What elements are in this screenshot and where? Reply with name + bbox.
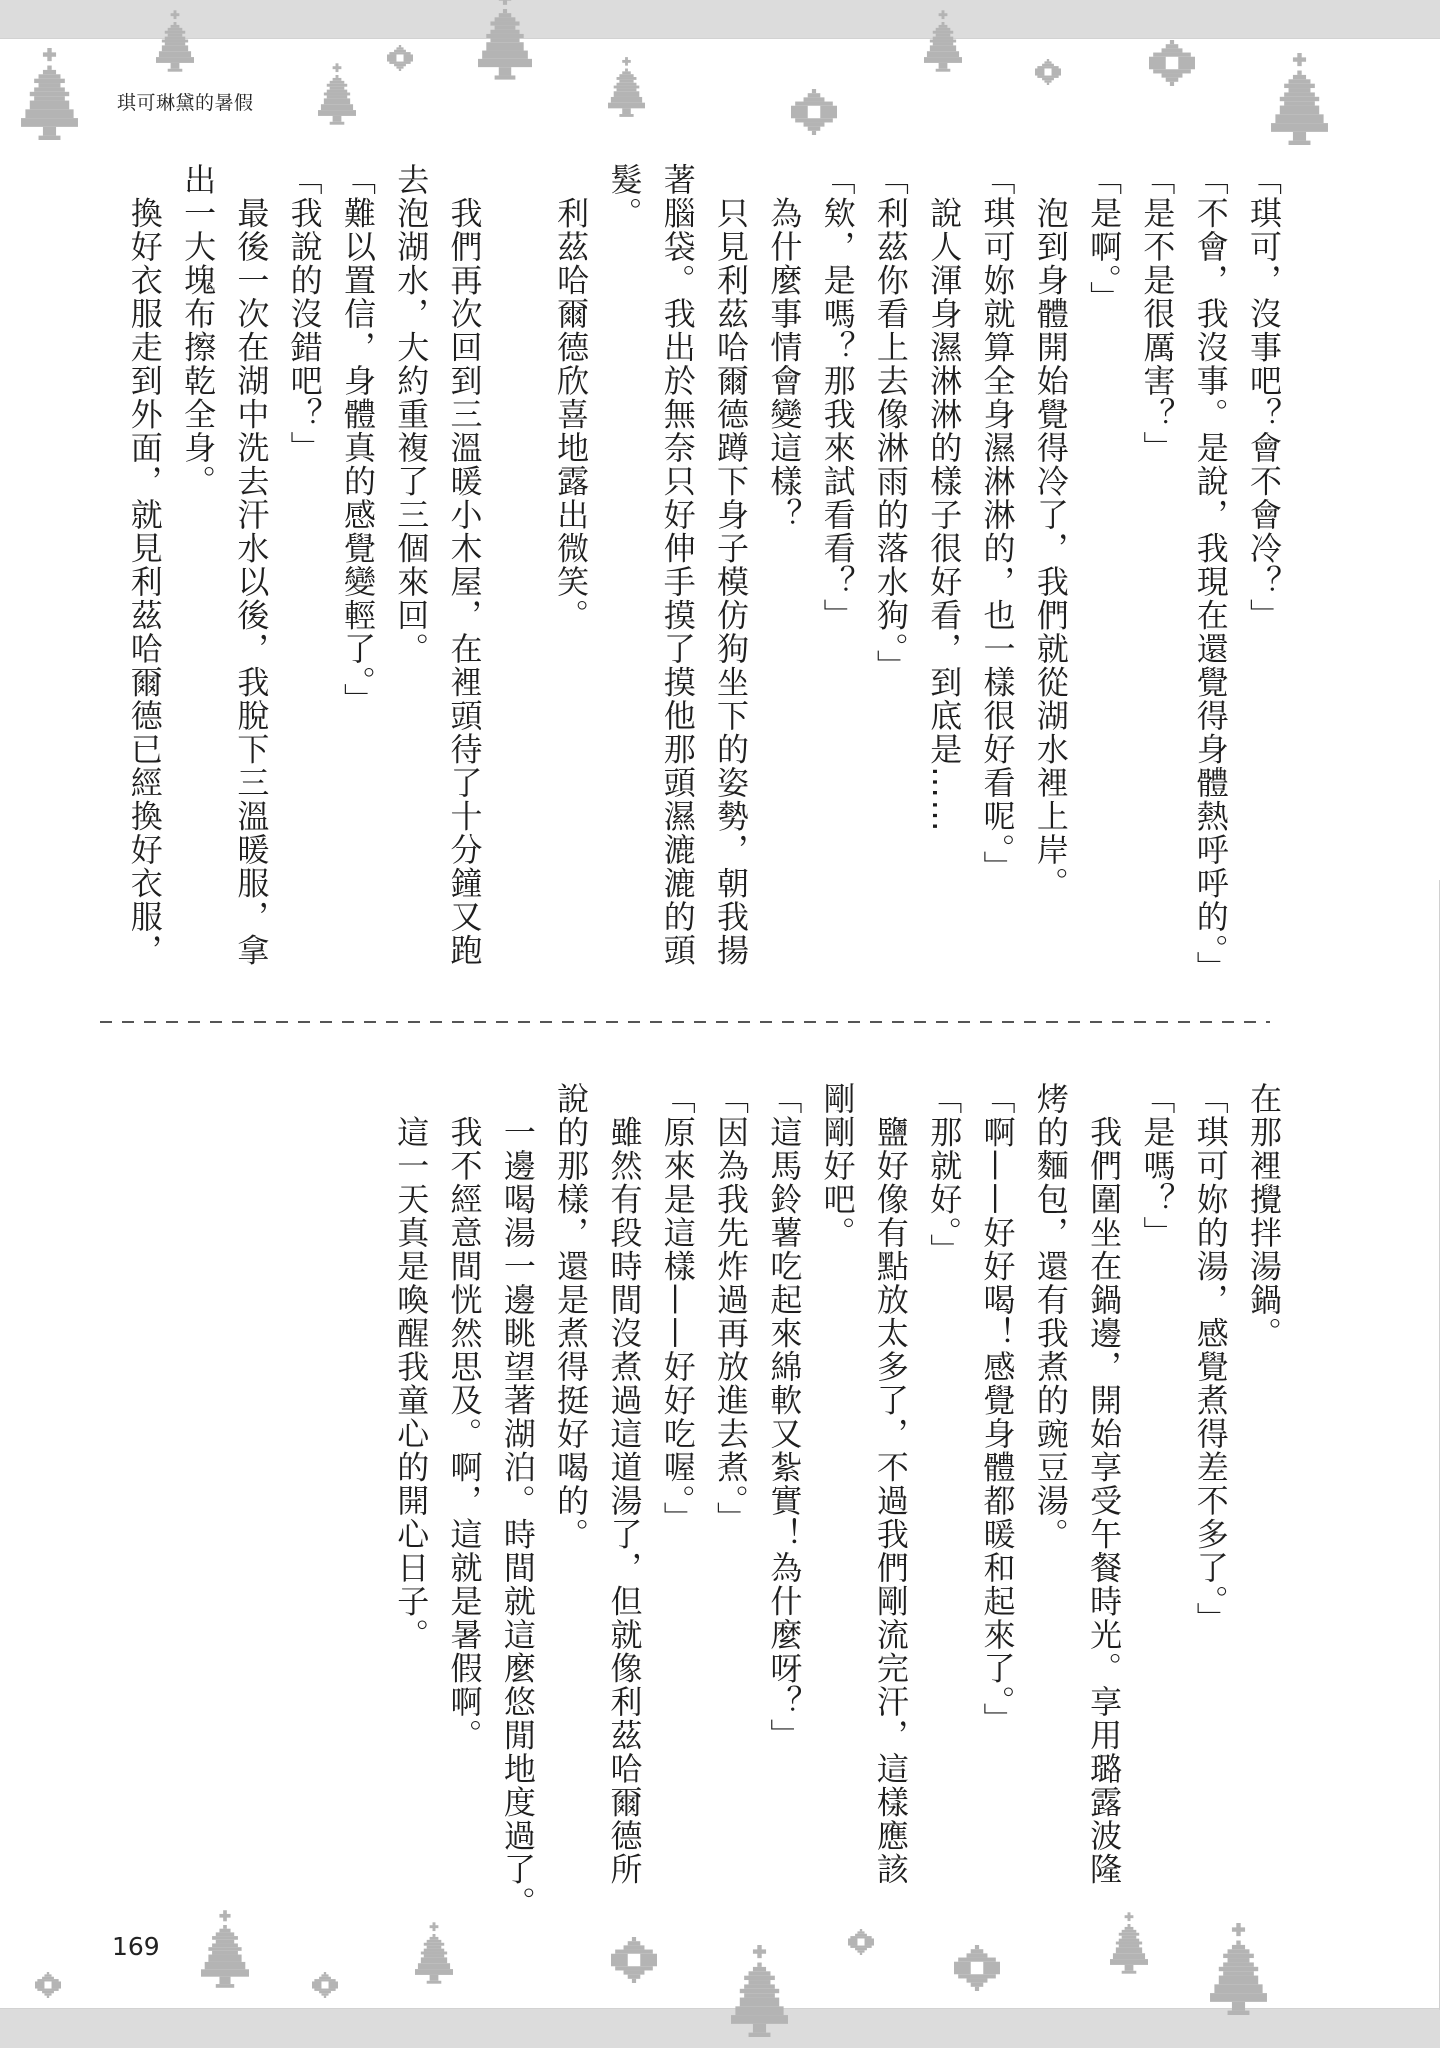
pine-tree-icon xyxy=(1110,1912,1148,1974)
text-line: 泡到身體開始覺得冷了，我們就從湖水裡上岸。 xyxy=(1031,163,1070,900)
diamond-ornament-icon xyxy=(1149,40,1195,86)
pine-tree-icon xyxy=(201,1910,249,1988)
diamond-ornament-icon xyxy=(791,89,837,135)
pine-tree-icon xyxy=(415,1922,453,1984)
text-line: 「是啊。」 xyxy=(1085,163,1124,315)
text-line: 一邊喝湯一邊眺望著湖泊。時間就這麼悠閒地度過了。 xyxy=(498,1082,537,1920)
text-line: 「我說的沒錯吧？」 xyxy=(285,163,324,465)
pine-tree-icon xyxy=(156,10,194,72)
diamond-ornament-icon xyxy=(1035,59,1061,85)
top-decorative-band xyxy=(0,0,1440,39)
pine-tree-icon xyxy=(318,63,356,125)
text-line: 「琪可，沒事吧？會不會冷？」 xyxy=(1245,163,1283,632)
pine-tree-icon xyxy=(608,57,645,117)
pine-tree-icon xyxy=(1210,1923,1267,2015)
text-line: 「難以置信，身體真的感覺變輕了。」 xyxy=(338,163,377,717)
text-line: 我們圍坐在鍋邊，開始享受午餐時光。享用璐露波隆 xyxy=(1085,1082,1124,1886)
pine-tree-icon xyxy=(478,0,532,80)
diamond-ornament-icon xyxy=(848,1929,874,1955)
text-line: 我們再次回到三溫暖小木屋，在裡頭待了十分鐘又跑 xyxy=(445,163,484,967)
text-line: 「因為我先炸過再放進去煮。」 xyxy=(712,1082,751,1535)
diamond-ornament-icon xyxy=(387,45,413,71)
blank-line xyxy=(491,163,544,969)
text-line: 「不會，我沒事。是說，我現在還覺得身體熱呼呼的。」 xyxy=(1191,163,1230,985)
text-line: 「琪可妳的湯，感覺煮得差不多了。」 xyxy=(1191,1082,1230,1636)
text-line: 「那就好。」 xyxy=(925,1082,964,1267)
text-line: 換好衣服走到外面，就見利茲哈爾德已經換好衣服， xyxy=(125,163,164,967)
text-line: 只見利茲哈爾德蹲下身子模仿狗坐下的姿勢，朝我揚 xyxy=(712,163,751,967)
text-line: 說人渾身濕淋淋的樣子很好看，到底是…… xyxy=(925,163,964,833)
text-line: 「欸，是嗎？那我來試看看？」 xyxy=(818,163,857,632)
text-line: 「是嗎？」 xyxy=(1138,1082,1177,1250)
text-line: 「原來是這樣——好好吃喔。」 xyxy=(658,1082,697,1535)
running-title: 琪可琳黛的暑假 xyxy=(117,92,254,114)
text-line: 鹽好像有點放太多了，不過我們剛流完汗，這樣應該 xyxy=(871,1082,910,1886)
diamond-ornament-icon xyxy=(954,1945,1000,1991)
text-line: 「啊——好好喝！感覺身體都暖和起來了。」 xyxy=(978,1082,1017,1736)
upper-text-tier xyxy=(117,163,1290,985)
text-line: 髮。 xyxy=(605,163,644,230)
text-line: 去泡湖水，大約重複了三個來回。 xyxy=(392,163,431,666)
text-line: 最後一次在湖中洗去汗水以後，我脫下三溫暖服，拿 xyxy=(232,163,271,967)
text-line: 「是不是很厲害？」 xyxy=(1138,163,1177,465)
text-line: 「這馬鈴薯吃起來綿軟又紮實！為什麼呀？」 xyxy=(765,1082,804,1752)
pine-tree-icon xyxy=(1271,53,1328,145)
text-line: 出一大塊布擦乾全身。 xyxy=(179,163,218,498)
lower-text-tier xyxy=(384,1082,1290,1920)
diamond-ornament-icon xyxy=(312,1972,338,1998)
text-line: 剛剛好吧。 xyxy=(818,1082,857,1250)
page-number: 169 xyxy=(112,1932,160,1961)
tier-divider-dashed-line xyxy=(100,1021,1270,1023)
text-line: 這一天真是喚醒我童心的開心日子。 xyxy=(392,1082,431,1652)
text-line: 說的那樣，還是煮得挺好喝的。 xyxy=(552,1082,591,1551)
text-line: 在那裡攪拌湯鍋。 xyxy=(1245,1082,1283,1350)
text-line: 我不經意間恍然思及。啊，這就是暑假啊。 xyxy=(445,1082,484,1752)
text-line: 為什麼事情會變這樣？ xyxy=(765,163,804,532)
pine-tree-icon xyxy=(924,10,962,72)
text-line: 雖然有段時間沒煮過這道湯了，但就像利茲哈爾德所 xyxy=(605,1082,644,1886)
text-line: 利茲哈爾德欣喜地露出微笑。 xyxy=(552,163,591,632)
text-line: 烤的麵包，還有我煮的豌豆湯。 xyxy=(1031,1082,1070,1551)
text-line: 「琪可妳就算全身濕淋淋的，也一樣很好看呢。」 xyxy=(978,163,1017,884)
diamond-ornament-icon xyxy=(611,1937,657,1983)
text-line: 著腦袋。我出於無奈只好伸手摸了摸他那頭濕漉漉的頭 xyxy=(658,163,697,967)
diamond-ornament-icon xyxy=(35,1972,61,1998)
text-line: 「利茲你看上去像淋雨的落水狗。」 xyxy=(871,163,910,683)
pine-tree-icon xyxy=(21,48,78,140)
pine-tree-icon xyxy=(731,1945,788,2037)
